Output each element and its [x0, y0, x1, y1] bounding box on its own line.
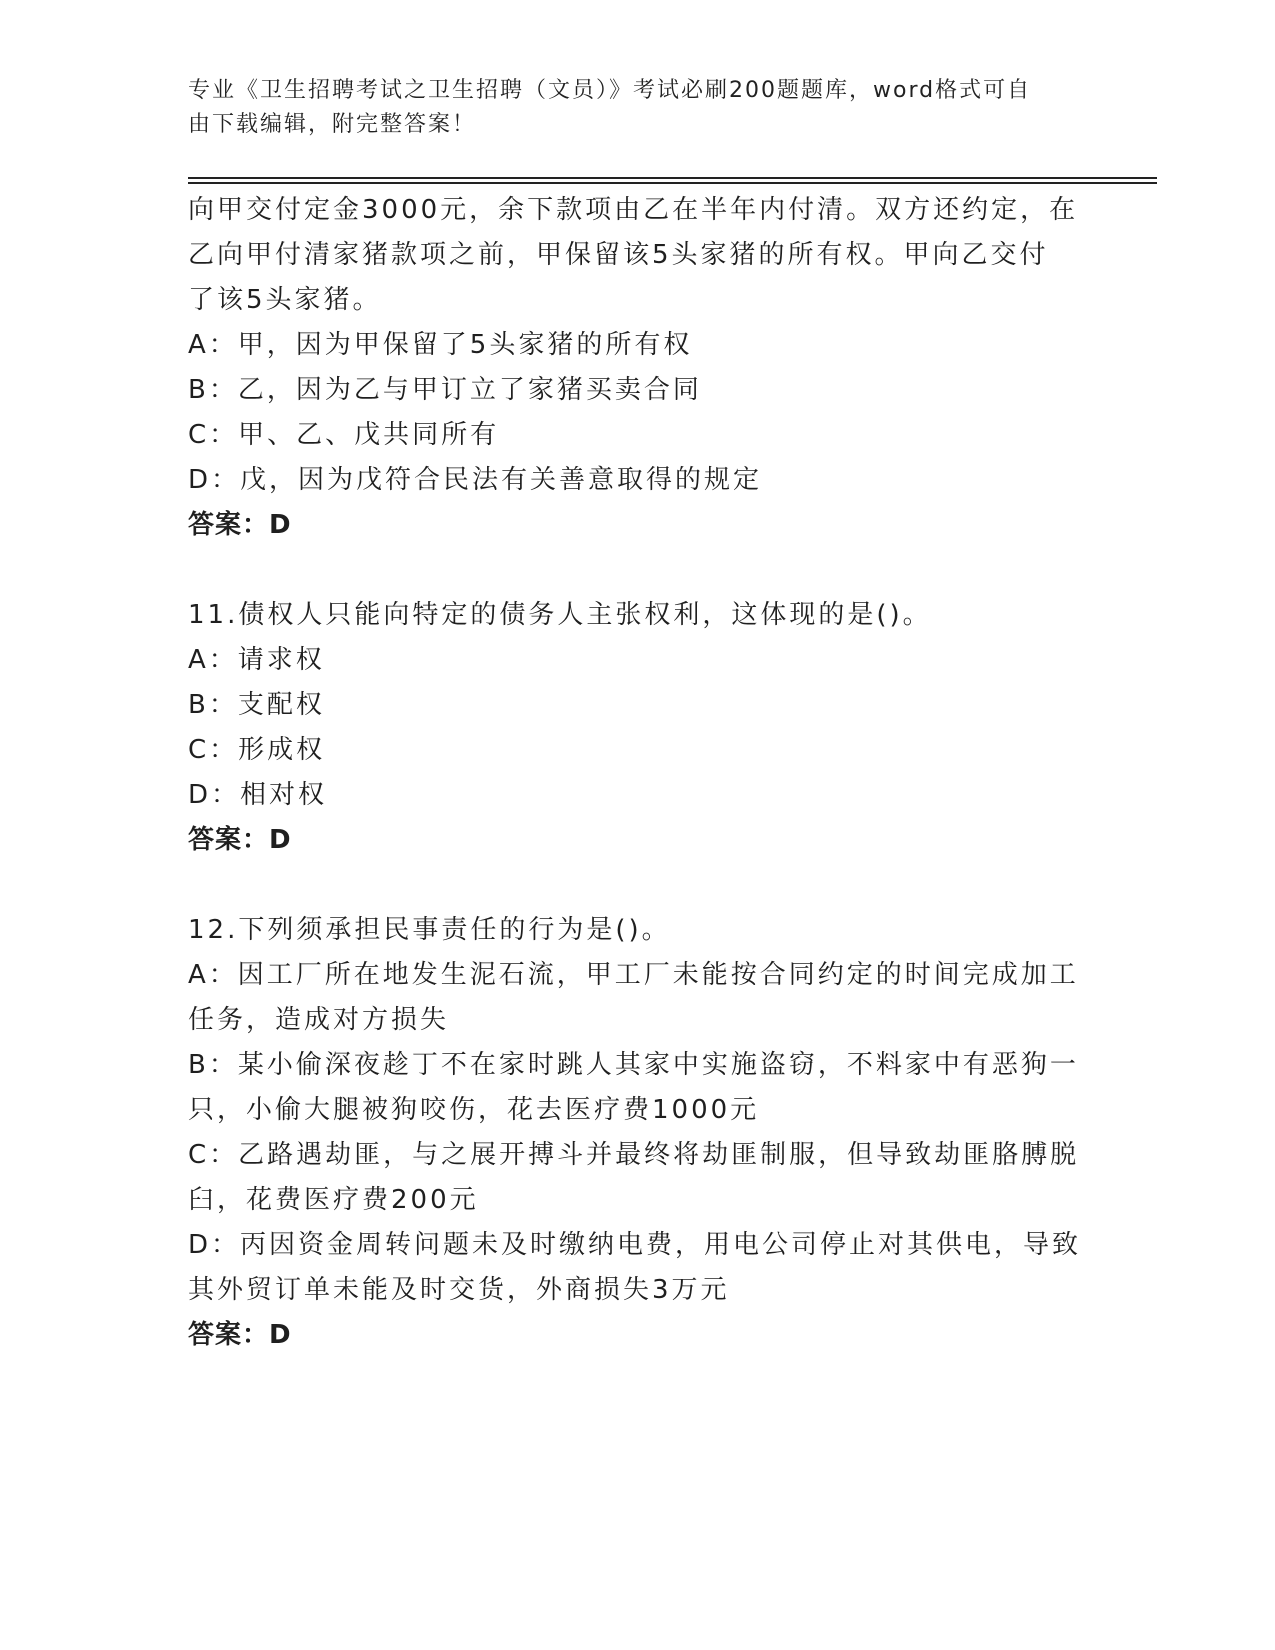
header-divider-top: [188, 177, 1157, 179]
spacer: [188, 548, 1078, 593]
option-c: C：甲、乙、戊共同所有: [188, 420, 500, 450]
option-c-continued: 臼，花费医疗费200元: [188, 1185, 479, 1215]
question-stem-line: 了该5头家猪。: [188, 285, 382, 315]
option-a: A：请求权: [188, 645, 325, 675]
answer: 答案：D: [188, 510, 292, 540]
option-a-continued: 任务，造成对方损失: [188, 1005, 450, 1035]
option-a: A：甲，因为甲保留了5头家猪的所有权: [188, 330, 693, 360]
header-line-1: 专业《卫生招聘考试之卫生招聘（文员）》考试必刷200题题库，word格式可自: [188, 78, 1032, 103]
option-c: C：形成权: [188, 735, 326, 765]
answer: 答案：D: [188, 1320, 292, 1350]
option-d: D：戊，因为戊符合民法有关善意取得的规定: [188, 465, 763, 495]
document-header: [188, 74, 1068, 142]
option-b: B：乙，因为乙与甲订立了家猪买卖合同: [188, 375, 702, 405]
question-11: [188, 593, 1078, 863]
question-stem-line: 乙向甲付清家猪款项之前，甲保留该5头家猪的所有权。甲向乙交付: [188, 240, 1049, 270]
header-line-2: 由下载编辑，附完整答案！: [188, 112, 477, 137]
question-stem-line: 向甲交付定金3000元，余下款项由乙在半年内付清。双方还约定，在: [188, 195, 1079, 225]
option-c: C：乙路遇劫匪，与之展开搏斗并最终将劫匪制服，但导致劫匪胳膊脱: [188, 1140, 1080, 1170]
option-a: A：因工厂所在地发生泥石流，甲工厂未能按合同约定的时间完成加工: [188, 960, 1079, 990]
header-divider-bottom: [188, 182, 1157, 184]
question-10: [188, 188, 1078, 548]
question-stem: 11.债权人只能向特定的债务人主张权利，这体现的是()。: [188, 600, 932, 630]
answer: 答案：D: [188, 825, 292, 855]
option-d: D：相对权: [188, 780, 328, 810]
option-b: B：支配权: [188, 690, 325, 720]
option-b-continued: 只，小偷大腿被狗咬伤，花去医疗费1000元: [188, 1095, 760, 1125]
option-d: D：丙因资金周转问题未及时缴纳电费，用电公司停止对其供电，导致: [188, 1230, 1082, 1260]
question-12: [188, 908, 1082, 1358]
option-b: B：某小偷深夜趁丁不在家时跳人其家中实施盗窃，不料家中有恶狗一: [188, 1050, 1079, 1080]
spacer: [188, 863, 1078, 908]
question-list: [188, 188, 1082, 1358]
question-stem: 12.下列须承担民事责任的行为是()。: [188, 915, 671, 945]
option-d-continued: 其外贸订单未能及时交货，外商损失3万元: [188, 1275, 730, 1305]
